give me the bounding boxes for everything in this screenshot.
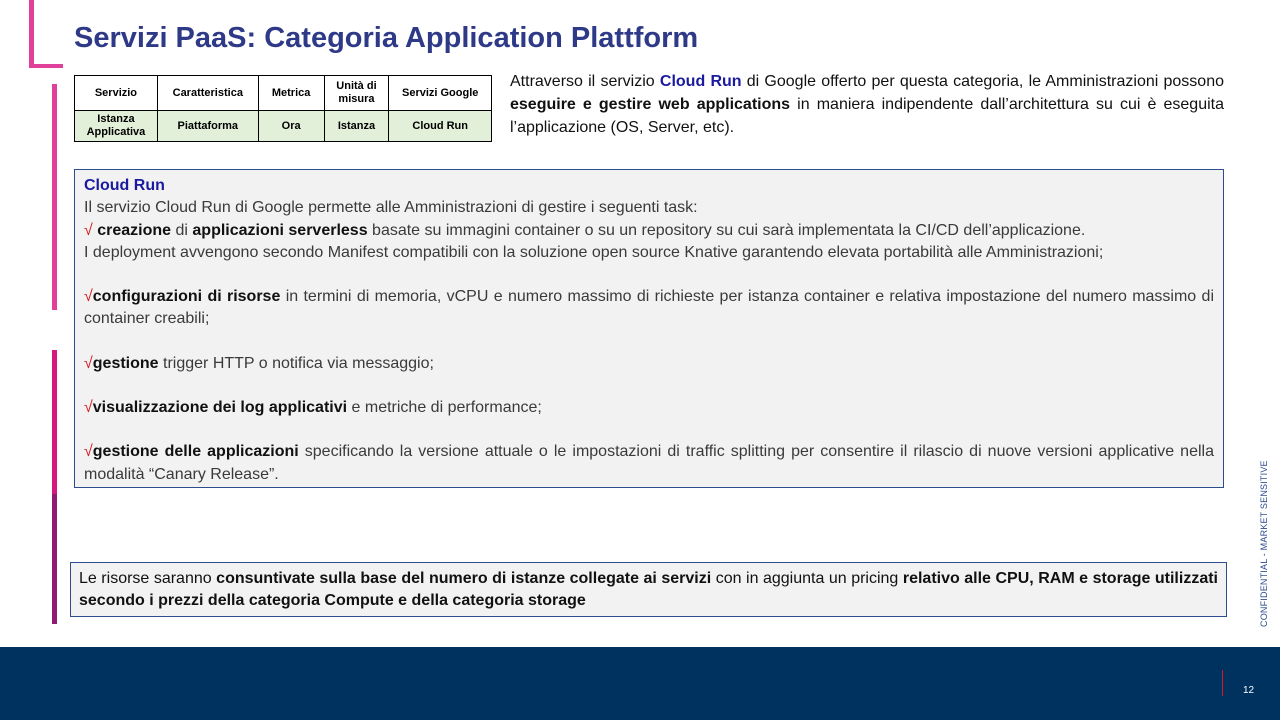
intro-text: in maniera indipendente dall’architettura su cui è eseguita l’applicazione (OS, Server, etc). [510,96,1225,136]
slide-title: Servizi PaaS: Categoria Application Plattform [74,22,699,54]
cloud-run-box [74,169,1224,488]
task-item-deployment-note: I deployment avvengono secondo Manifest compatibili con la soluzione open source Knative garantendo elevata portabilità alle Amministrazioni; [84,243,1104,261]
task-text: trigger HTTP o notifica via messaggio; [158,354,434,372]
check-icon: √ [84,443,93,461]
intro-text: di Google offerto per questa categoria, le Amministrazioni possono [741,73,1225,90]
confidential-label: CONFIDENTIAL - MARKET SENSITIVE [1259,460,1269,627]
pricing-bold: consuntivate sulla base del numero di istanze collegate ai servizi [216,570,712,587]
task-item-applicazioni [84,441,1214,486]
table-header-cell: Servizi Google [389,76,492,111]
task-text: di [171,221,193,239]
check-icon: √ [84,221,93,239]
box-title: Cloud Run [84,177,165,194]
accent-bar-bottom [52,494,57,624]
task-item-creazione [84,220,1214,242]
task-bold: gestione delle applicazioni [92,443,299,461]
task-text: e metriche di performance; [347,399,542,417]
cloud-run-highlight: Cloud Run [659,73,742,90]
pricing-bold: relativo alle CPU, RAM e storage utilizzati secondo i prezzi della categoria Compute e della categoria storage [79,570,1218,609]
service-table [74,75,492,142]
check-icon: √ [84,399,93,417]
pricing-note [79,568,1218,612]
table-cell: Istanza Applicativa [75,111,158,142]
table-cell: Piattaforma [157,111,258,142]
pricing-note-box [70,562,1227,617]
check-icon: √ [84,354,93,372]
intro-paragraph [510,70,1224,139]
task-text: in termini di memoria, vCPU e numero massimo di richieste per istanza container e relativa impostazione del numero massimo di container creabili; [84,288,1214,328]
task-item-configurazioni [84,286,1214,331]
table-header-cell: Unità di misura [324,76,389,111]
task-text: specificando la versione attuale o le impostazioni di traffic splitting per consentire il rilascio di nuove versioni applicative nella modalità “Canary Release”. [84,443,1214,483]
task-item-gestione [84,353,1214,375]
intro-text: Attraverso il servizio [510,73,660,90]
pricing-text: con in aggiunta un pricing [711,570,903,587]
task-bold: configurazioni di risorse [92,288,281,306]
accent-bar-middle [52,350,57,494]
table-header-cell: Caratteristica [157,76,258,111]
task-bold: gestione [92,354,159,372]
table-row [75,111,492,142]
table-header-cell: Metrica [258,76,324,111]
table-header-row [75,76,492,111]
corner-bracket-vertical [29,0,34,68]
table-cell: Cloud Run [389,111,492,142]
table-cell: Istanza [324,111,389,142]
intro-bold: eseguire e gestire web applications [510,96,791,113]
table-header-cell: Servizio [75,76,158,111]
task-bold: applicazioni serverless [192,221,368,239]
accent-bar-top [52,84,57,310]
pricing-text: Le risorse saranno [79,570,217,587]
corner-bracket-horizontal [29,64,63,68]
task-bold: visualizzazione dei log applicativi [92,399,348,417]
task-text: basate su immagini container o su un repository su cui sarà implementata la CI/CD dell’applicazione. [367,221,1086,239]
task-item-log [84,397,1214,419]
task-bold: creazione [97,221,172,239]
footer-divider [1222,670,1223,696]
check-icon: √ [84,288,93,306]
box-lead: Il servizio Cloud Run di Google permette alle Amministrazioni di gestire i seguenti task: [84,199,698,217]
page-number: 12 [1243,685,1255,696]
table-cell: Ora [258,111,324,142]
footer-band [0,647,1280,720]
